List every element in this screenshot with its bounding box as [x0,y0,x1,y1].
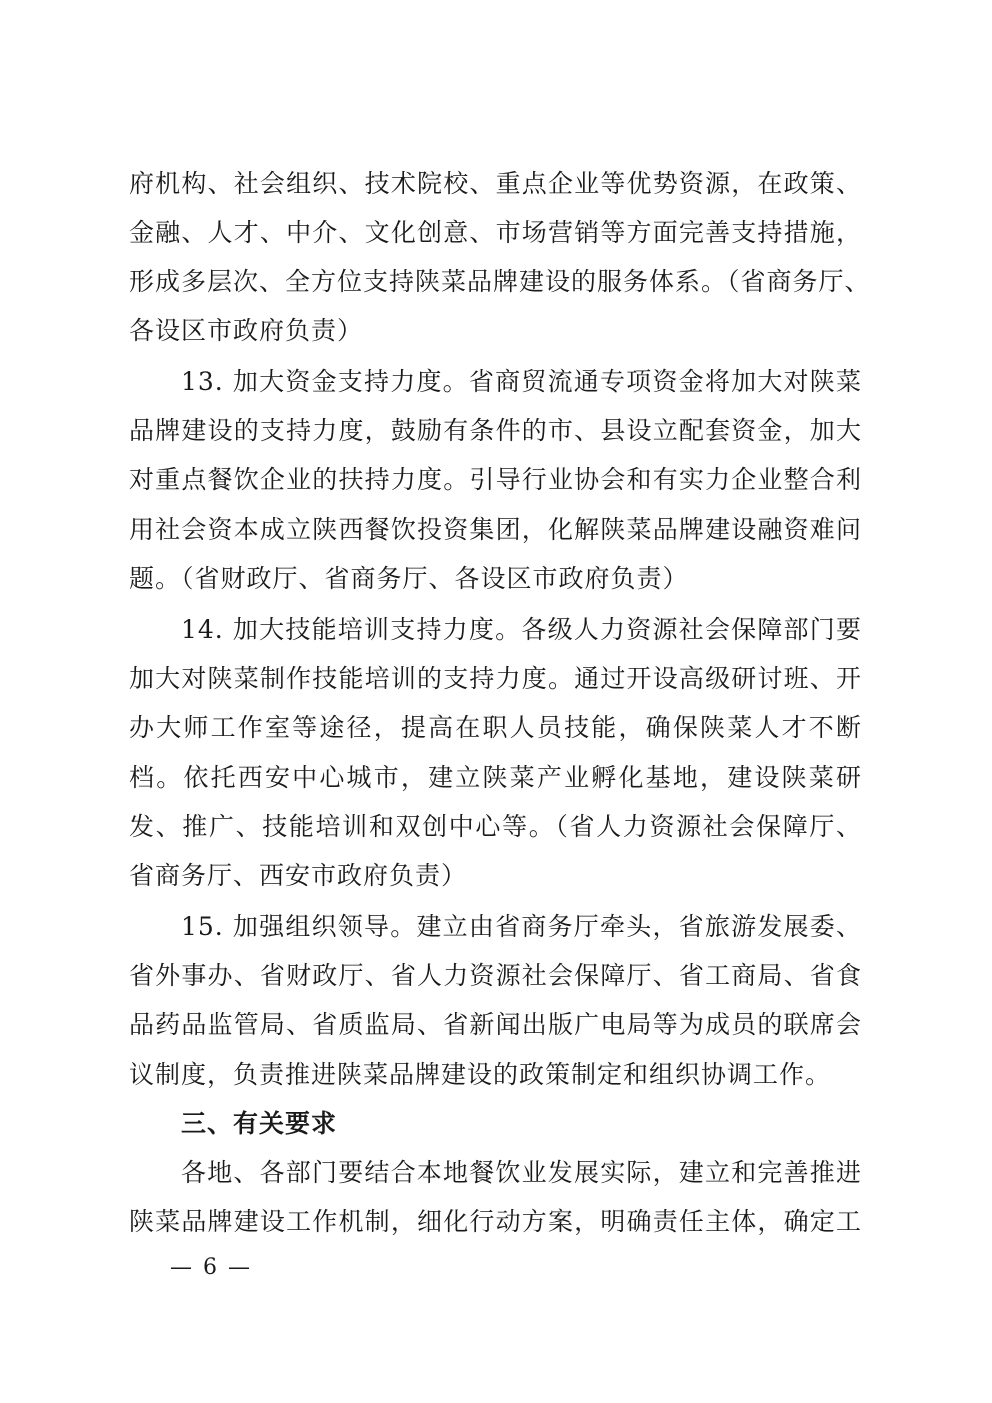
item-15-heading-line: 15. 加强组织领导。建立由省商务厅牵头，省旅游发展委、 [181,912,862,941]
text-line-7: 对重点餐饮企业的扶持力度。引导行业协会和有实力企业整合利 [129,465,862,494]
text-line-1: 府机构、社会组织、技术院校、重点企业等优势资源，在政策、 [129,169,862,198]
text-line-17: 省外事办、省财政厅、省人力资源社会保障厅、省工商局、省食 [129,961,862,990]
text-line-21: 各地、各部门要结合本地餐饮业发展实际，建立和完善推进 [181,1158,862,1187]
item-14-heading-line: 14. 加大技能培训支持力度。各级人力资源社会保障部门要 [181,615,862,644]
text-line-15: 省商务厅、西安市政府负责） [129,861,468,890]
text-line-12: 办大师工作室等途径，提高在职人员技能，确保陕菜人才不断 [129,713,862,742]
text-line-14: 发、推广、技能培训和双创中心等。（省人力资源社会保障厅、 [129,812,862,841]
section-heading: 三、有关要求 [181,1109,338,1138]
text-line-22: 陕菜品牌建设工作机制，细化行动方案，明确责任主体，确定工 [129,1207,862,1236]
text-line-13: 档。依托西安中心城市，建立陕菜产业孵化基地，建设陕菜研 [129,763,862,792]
page-number: — 6 — [170,1255,252,1280]
text-line-9: 题。（省财政厅、省商务厅、各设区市政府负责） [129,564,689,593]
text-line-11: 加大对陕菜制作技能培训的支持力度。通过开设高级研讨班、开 [129,664,862,693]
text-line-8: 用社会资本成立陕西餐饮投资集团，化解陕菜品牌建设融资难问 [129,515,862,544]
item-13-heading-line: 13. 加大资金支持力度。省商贸流通专项资金将加大对陕菜 [181,367,862,396]
text-line-3: 形成多层次、全方位支持陕菜品牌建设的服务体系。（省商务厅、 [129,267,871,296]
text-line-6: 品牌建设的支持力度，鼓励有条件的市、县设立配套资金，加大 [129,416,862,445]
text-line-4: 各设区市政府负责） [129,316,364,345]
text-line-2: 金融、人才、中介、文化创意、市场营销等方面完善支持措施， [129,218,862,247]
text-line-18: 品药品监管局、省质监局、省新闻出版广电局等为成员的联席会 [129,1010,862,1039]
text-line-19: 议制度，负责推进陕菜品牌建设的政策制定和组织协调工作。 [129,1060,832,1089]
